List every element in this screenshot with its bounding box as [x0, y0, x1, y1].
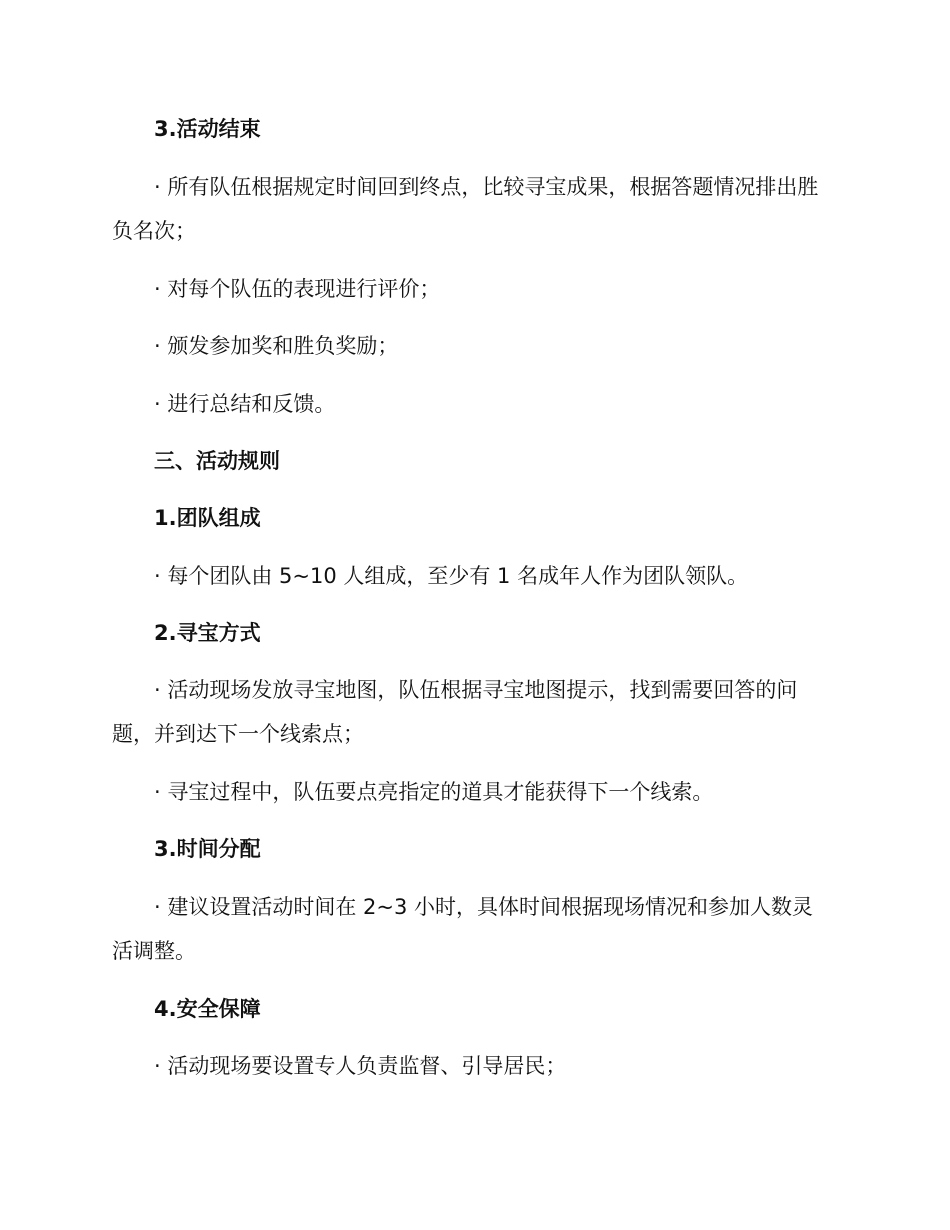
bullet-evaluate-teams: · 对每个队伍的表现进行评价；: [154, 277, 441, 301]
section-heading-activity-end: 3.活动结束: [154, 117, 261, 141]
bullet-light-props: · 寻宝过程中，队伍要点亮指定的道具才能获得下一个线索。: [154, 780, 714, 804]
bullet-return-compare: · 所有队伍根据规定时间回到终点，比较寻宝成果，根据答题情况排出胜负名次；: [112, 175, 819, 243]
subheading-safety: 4.安全保障: [154, 997, 261, 1021]
section-heading-activity-rules: 三、活动规则: [154, 449, 280, 473]
bullet-award-prizes: · 颁发参加奖和胜负奖励；: [154, 334, 399, 358]
bullet-duration: · 建议设置活动时间在 2~3 小时，具体时间根据现场情况和参加人数灵活调整。: [112, 895, 814, 963]
bullet-summary-feedback: · 进行总结和反馈。: [154, 392, 336, 416]
subheading-treasure-method: 2.寻宝方式: [154, 621, 261, 645]
subheading-time-allocation: 3.时间分配: [154, 837, 261, 861]
bullet-supervision: · 活动现场要设置专人负责监督、引导居民；: [154, 1054, 567, 1078]
bullet-team-size: · 每个团队由 5~10 人组成，至少有 1 名成年人作为团队领队。: [154, 564, 749, 588]
bullet-treasure-map: · 活动现场发放寻宝地图，队伍根据寻宝地图提示，找到需要回答的问题，并到达下一个线索点；: [112, 678, 798, 746]
subheading-team-composition: 1.团队组成: [154, 506, 261, 530]
